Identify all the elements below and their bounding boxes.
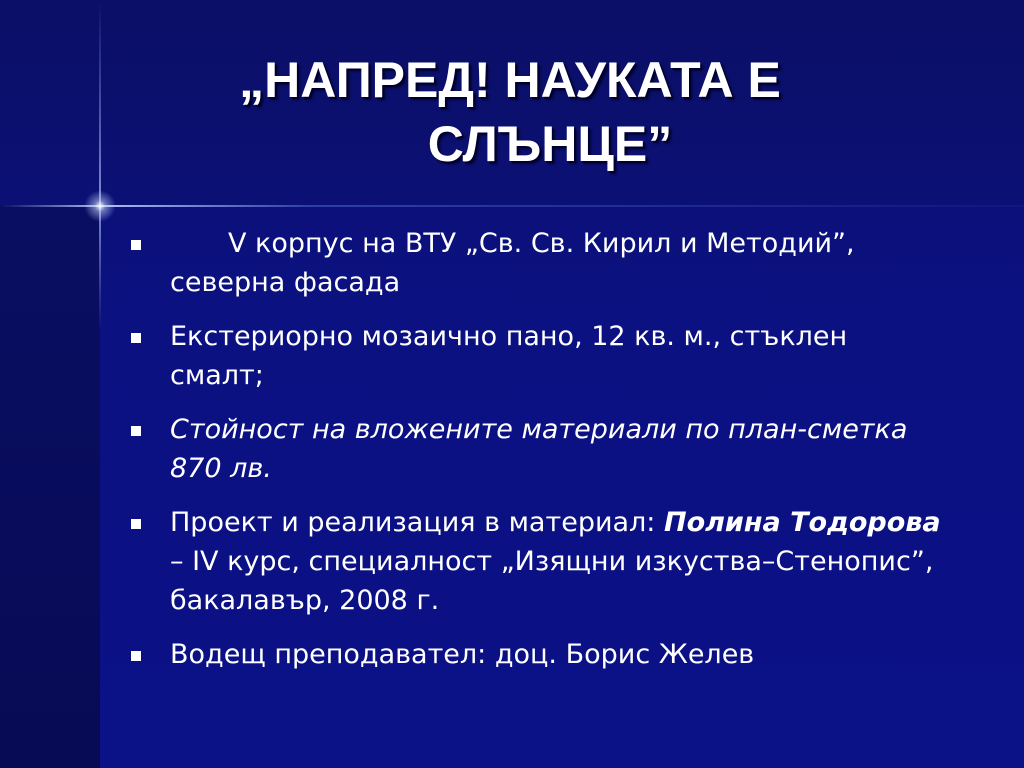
author-name: Полина Тодорова (664, 507, 941, 538)
list-item (125, 503, 945, 620)
list-item (125, 635, 945, 674)
light-flare-icon (84, 190, 116, 222)
horizontal-light-line (0, 205, 1024, 207)
list-item (125, 410, 945, 488)
vertical-light-line (99, 0, 101, 330)
left-strip (0, 205, 100, 768)
bullet-text-suffix: – IV курс, специалност „Изящни изкуства–Стенопис”, бакалавър, 2008 г. (170, 546, 934, 616)
bullet-text: Екстериорно мозаично пано, 12 кв. м., стъклен смалт; (170, 321, 848, 391)
list-item (125, 317, 945, 395)
bullet-text: Стойност на вложените материали по план-сметка 870 лв. (170, 414, 908, 484)
bullet-text: V корпус на ВТУ „Св. Св. Кирил и Методий”, северна фасада (170, 228, 855, 298)
bullet-list (125, 224, 945, 689)
bullet-text-prefix: Проект и реализация в материал: (170, 507, 664, 538)
title-line-1: „НАПРЕД! НАУКАТА Е (239, 52, 781, 108)
square-bullet-icon (131, 651, 141, 661)
square-bullet-icon (131, 426, 141, 436)
square-bullet-icon (131, 240, 141, 250)
title-line-2: СЛЪНЦЕ” (427, 116, 673, 172)
slide-title (160, 48, 920, 176)
bullet-text: Водещ преподавател: доц. Борис Желев (170, 639, 755, 670)
list-item (125, 224, 945, 302)
square-bullet-icon (131, 519, 141, 529)
square-bullet-icon (131, 333, 141, 343)
